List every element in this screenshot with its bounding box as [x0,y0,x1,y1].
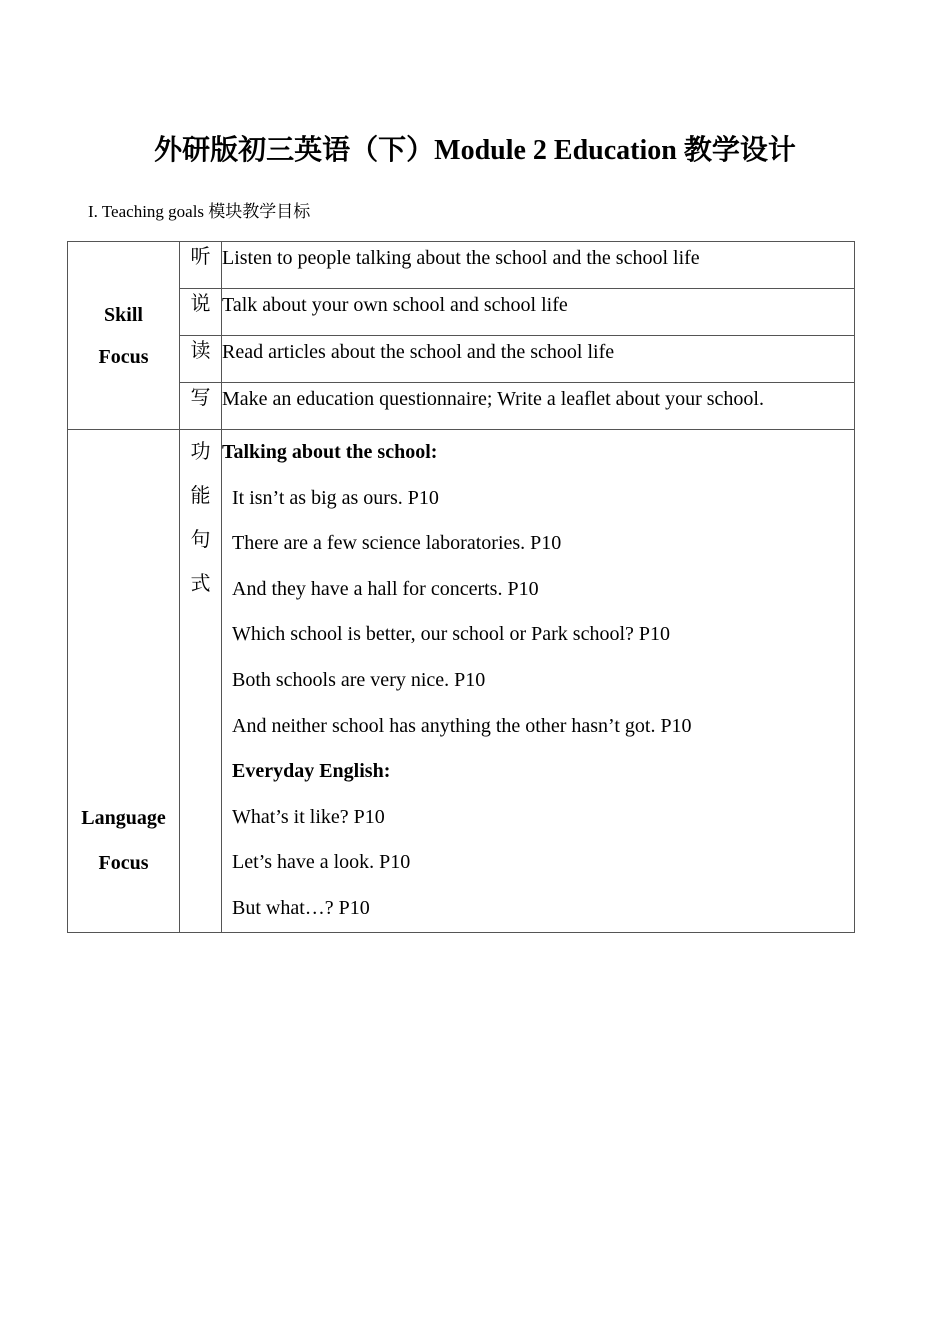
skill-char-write: 写 [180,383,222,430]
skill-char-listen: 听 [180,242,222,289]
subheading-talking-about-school: Talking about the school: [222,441,438,463]
subheading-everyday-english: Everyday English: [232,760,391,783]
skill-char-read: 读 [180,336,222,383]
section-heading: I. Teaching goals 模块教学目标 [88,202,311,221]
skill-desc-write: Make an education questionnaire; Write a leaflet about your school. [222,383,855,430]
sentence-line: And neither school has anything the other hasn’t got. P10 [232,714,692,737]
function-char: 功 [190,441,211,463]
function-sentences-label [180,430,222,933]
language-focus-label-line2: Focus [98,851,149,874]
sentence-line: Which school is better, our school or Park school? P10 [232,623,671,646]
sentence-line: What’s it like? P10 [232,805,385,828]
language-focus-label-line1: Language [81,806,166,829]
function-char: 句 [190,529,211,551]
teaching-goals-table [67,241,855,933]
skill-focus-label [68,242,180,430]
skill-desc-listen: Listen to people talking about the school and the school life [222,242,855,289]
sentence-line: There are a few science laboratories. P10 [232,532,562,555]
sentence-line: It isn’t as big as ours. P10 [232,486,439,509]
skill-focus-label-line1: Skill [104,303,143,326]
skill-row-listen [68,242,855,289]
skill-row-speak [68,289,855,336]
sentence-line: But what…? P10 [232,896,370,919]
function-char: 式 [190,573,211,595]
sentence-line: Both schools are very nice. P10 [232,668,486,691]
function-char: 能 [190,485,211,507]
skill-row-write [68,383,855,430]
language-focus-row [68,430,855,933]
skill-char-speak: 说 [180,289,222,336]
language-focus-content [222,430,855,933]
skill-desc-speak: Talk about your own school and school life [222,289,855,336]
sentence-line: Let’s have a look. P10 [232,851,411,874]
skill-focus-label-line2: Focus [98,345,149,368]
skill-desc-read: Read articles about the school and the school life [222,336,855,383]
language-focus-label [68,430,180,933]
sentence-line: And they have a hall for concerts. P10 [232,577,539,600]
skill-row-read [68,336,855,383]
document-title: 外研版初三英语（下）Module 2 Education 教学设计 [154,135,796,166]
